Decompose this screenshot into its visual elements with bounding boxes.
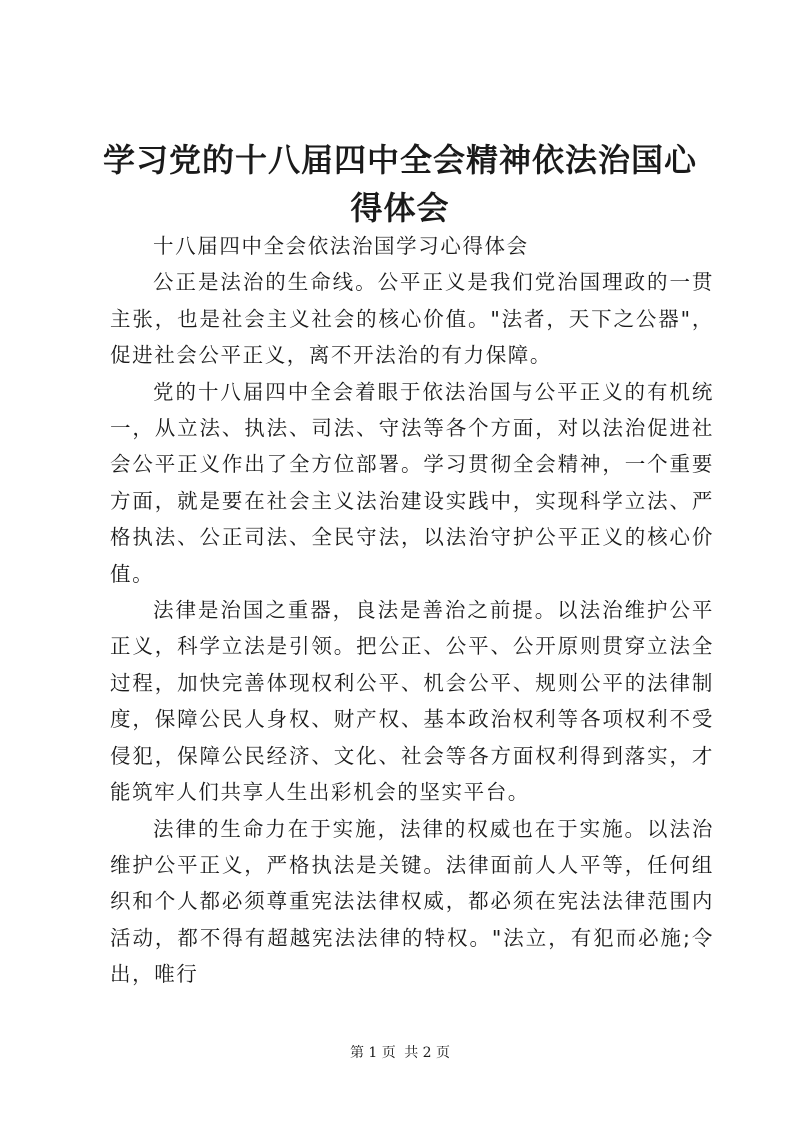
page-footer	[0, 1043, 800, 1063]
document-subtitle: 十八届四中全会依法治国学习心得体会	[153, 234, 529, 258]
document-body	[110, 228, 714, 993]
paragraph: 党的十八届四中全会着眼于依法治国与公平正义的有机统一，从立法、执法、司法、守法等各个方面，对以法治促进社会公平正义作出了全方位部署。学习贯彻全会精神，一个重要方面，就是要在社会主义法治建设实践中，实现科学立法、严格执法、公正司法、全民守法，以法治守护公平正义的核心价值。	[110, 379, 714, 586]
page-total: 共 2 页	[404, 1045, 451, 1061]
page-number: 第 1 页	[349, 1045, 396, 1061]
paragraph: 公正是法治的生命线。公平正义是我们党治国理政的一贯主张，也是社会主义社会的核心价值。"法者，天下之公器"，促进社会公平正义，离不开法治的有力保障。	[110, 270, 714, 368]
document-title: 学习党的十八届四中全会精神依法治国心得体会	[102, 141, 697, 227]
paragraph: 法律是治国之重器，良法是善治之前提。以法治维护公平正义，科学立法是引领。把公正、公平、公开原则贯穿立法全过程，加快完善体现权利公平、机会公平、规则公平的法律制度，保障公民人身权、财产权、基本政治权利等各项权利不受侵犯，保障公民经济、文化、社会等各方面权利得到落实，才能筑牢人们共享人生出彩机会的坚实平台。	[110, 598, 714, 805]
paragraph: 法律的生命力在于实施，法律的权威也在于实施。以法治维护公平正义，严格执法是关键。法律面前人人平等，任何组织和个人都必须尊重宪法法律权威，都必须在宪法法律范围内活动，都不得有超越宪法法律的特权。"法立，有犯而必施;令出，唯行	[110, 816, 714, 987]
